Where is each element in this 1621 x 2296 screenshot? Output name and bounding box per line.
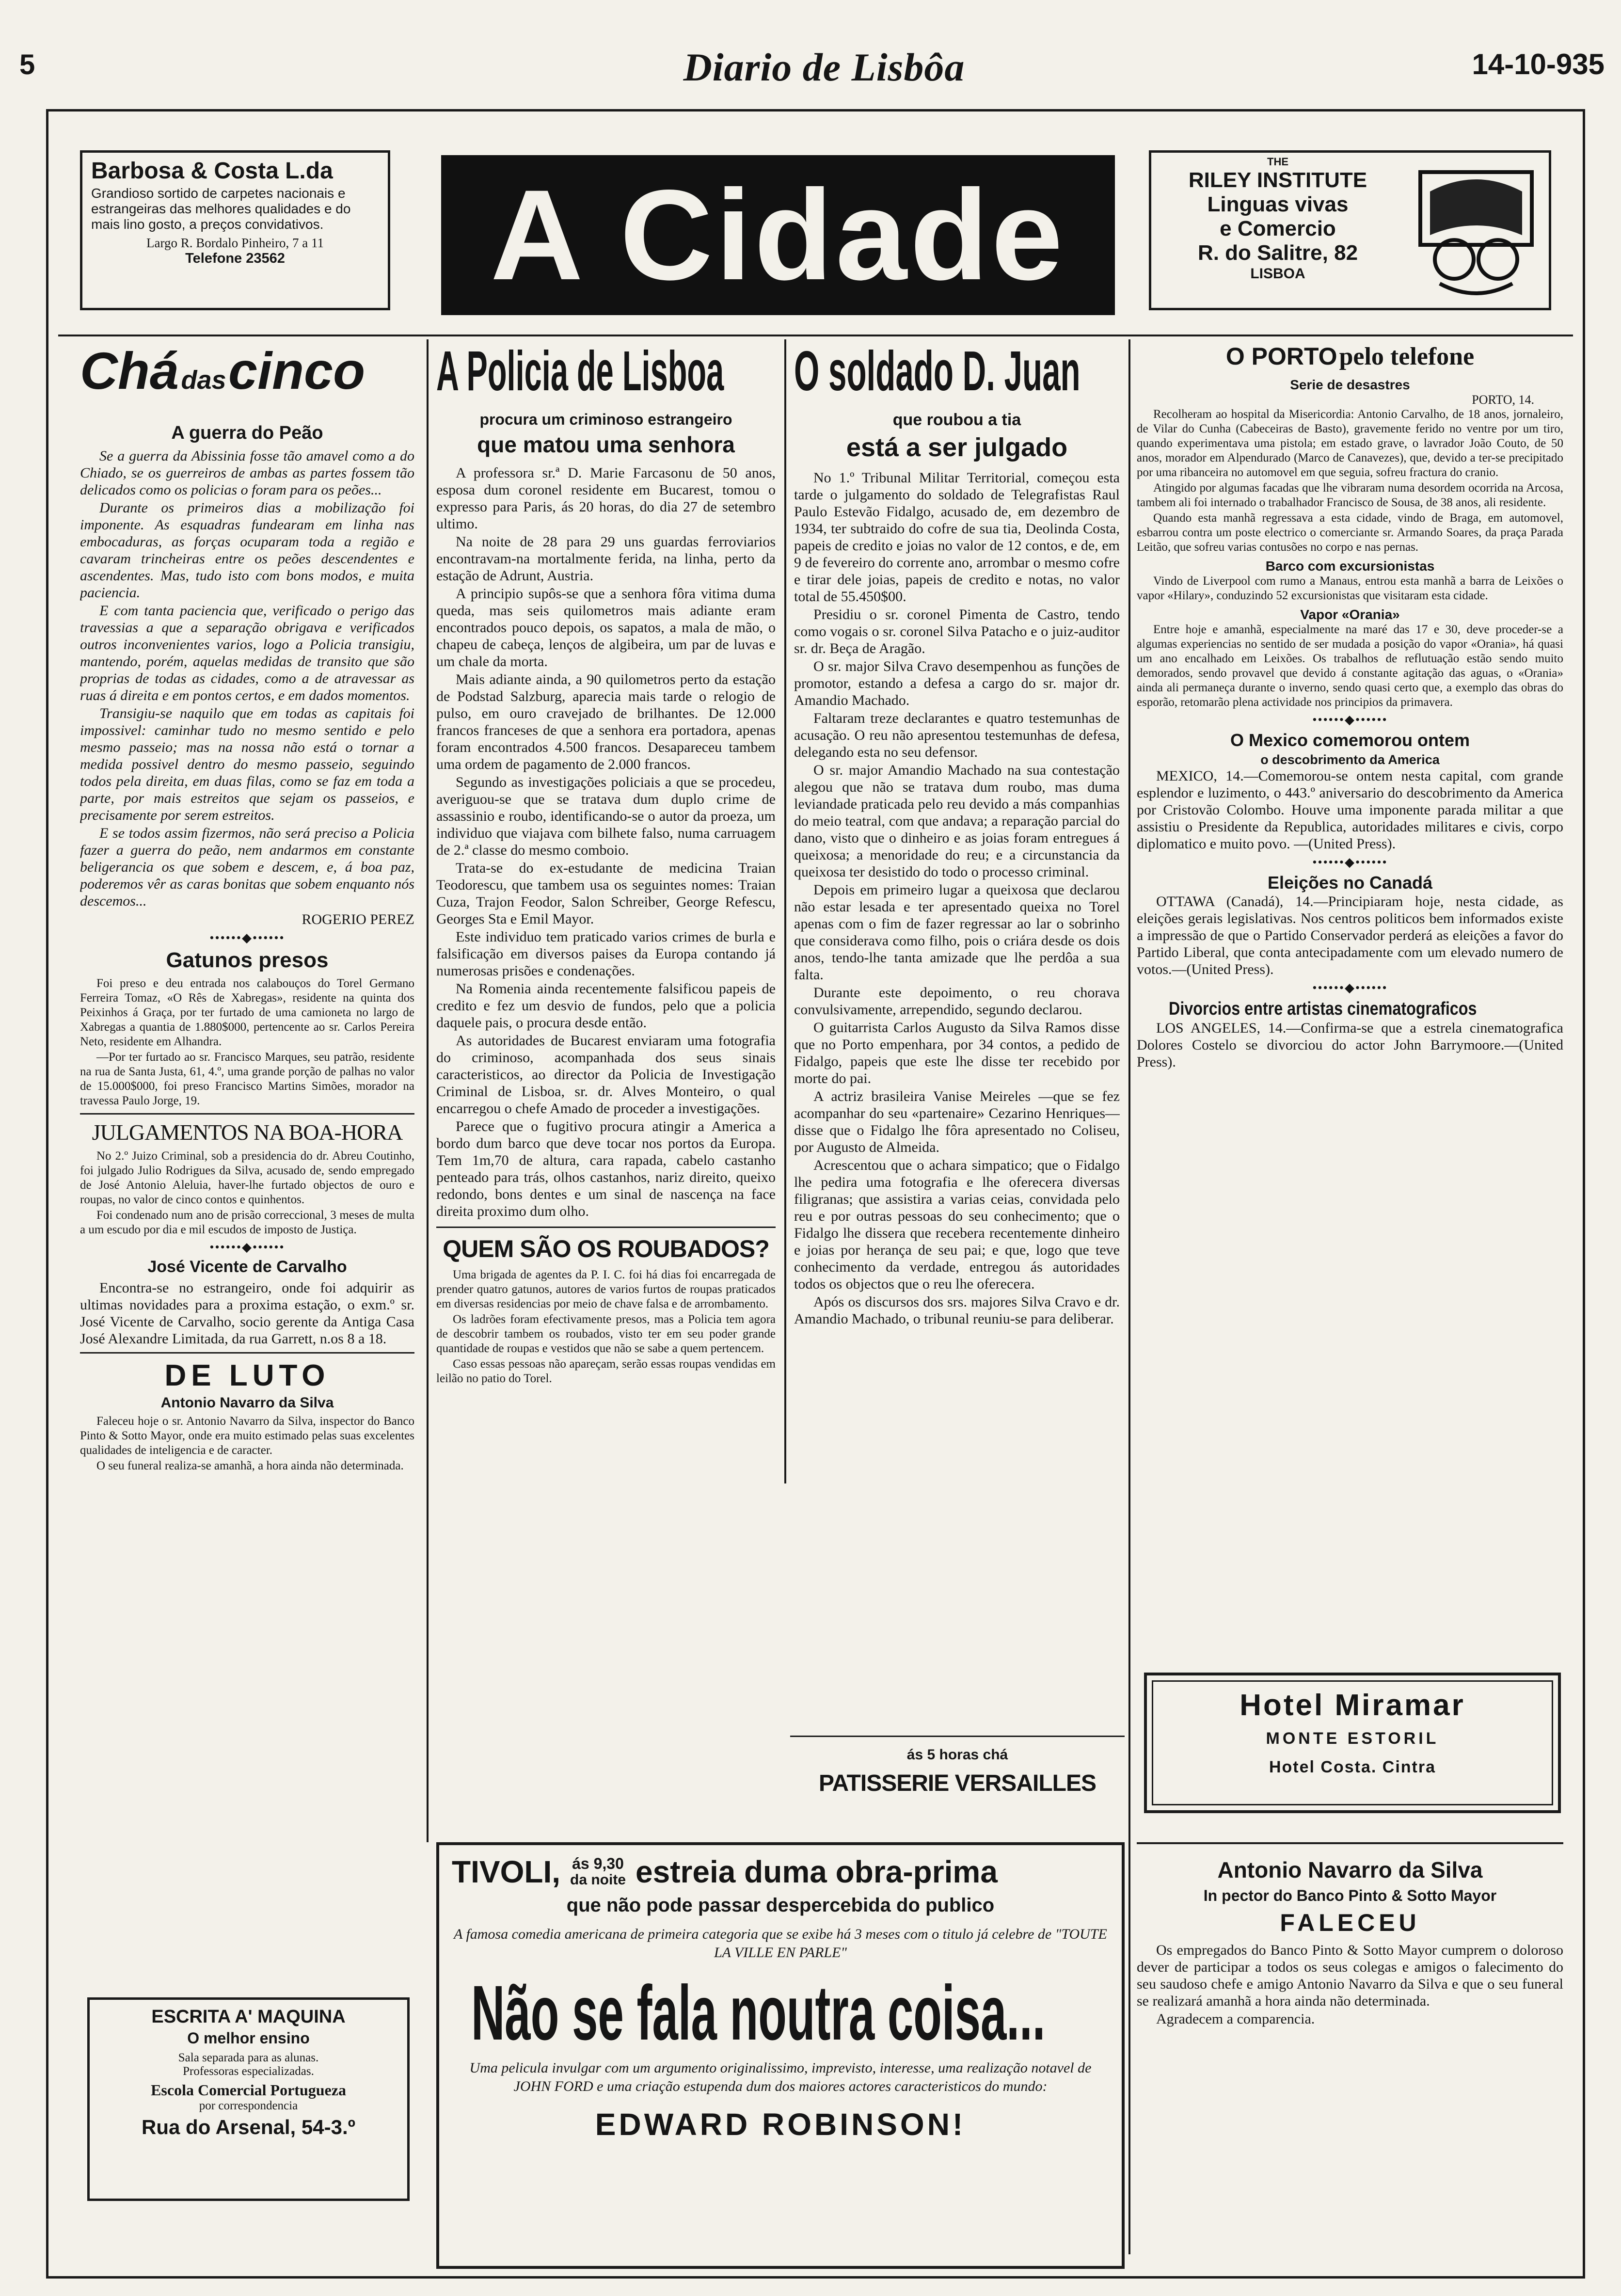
- porto-dateline: PORTO, 14.: [1472, 393, 1534, 407]
- ad-tivoli-time2: da noite: [570, 1872, 626, 1888]
- ad-escrita: [87, 1997, 410, 2201]
- gatunos-paragraph: —Por ter furtado ao sr. Francisco Marques, seu patrão, residente na rua de Santa Justa, 61, 4.º, uma grande porção de palhas no valor de 15.000$000, foi preso Francisco Martins Simões, morador na travessa Paulo Jorge, 19.: [80, 1051, 414, 1107]
- ad-tivoli-headline: estreia duma obra-prima: [636, 1854, 998, 1889]
- column-rule-2: [784, 339, 786, 1483]
- ad-tivoli-top: [452, 1854, 1109, 1890]
- divider: [80, 1352, 414, 1354]
- policia-paragraph: A principio supôs-se que a senhora fôra vitima duma queda, mas seis quilometros mais adiante eram encontrados pouco depois, os sapatos, a mala de mão, o chapeu de cabeça, lenços de algibeira, um par de luvas e um chale da morta.: [436, 586, 776, 670]
- divider: [1137, 1842, 1563, 1844]
- quem-paragraph: Uma brigada de agentes da P. I. C. foi há dias foi encarregada de prender quatro gatunos, autores de varios furtos de roupas praticados em diversas residencias por meio de chave falsa e de arrombamento.: [436, 1268, 776, 1310]
- guerra-paragraph: E se todos assim fizermos, não será preciso a Policia fazer a guerra do peão, nem andarmos em constante beligerancia os que sobem e descem, e, á boa paz, poderemos vêr as caras bonitas que sobem enquanto nós descemos...: [80, 825, 414, 909]
- porto-heading-b: pelo telefone: [1339, 343, 1475, 370]
- ad-riley-line6: LISBOA: [1250, 266, 1305, 282]
- policia-paragraph: A professora sr.ª D. Marie Farcasonu de 50 anos, esposa dum coronel residente em Bucarest, tomou o expresso para Paris, ás 20 horas, do dia 27 de setembro ultimo.: [436, 465, 776, 532]
- soldado-heading-text: O soldado D. Juan: [794, 342, 1081, 400]
- soldado-paragraph: Presidiu o sr. coronel Pimenta de Castro, tendo como vogais o sr. coronel Silva Patacho e o juiz-auditor sr. dr. Beça de Aragão.: [794, 606, 1120, 656]
- column-title-a: Chá: [80, 342, 179, 400]
- ad-barbosa-text: Grandioso sortido de carpetes nacionais e estrangeiras das melhores qualidades e do mais lino gosto, a preços convidativos.: [91, 186, 351, 232]
- column-title-b: das: [181, 366, 226, 395]
- mexico-sub: o descobrimento da America: [1260, 752, 1440, 767]
- ad-riley-line4: e Comercio: [1220, 217, 1336, 240]
- quem-heading: QUEM SÃO OS ROUBADOS?: [443, 1235, 769, 1262]
- guerra-heading: A guerra do Peão: [171, 423, 323, 443]
- porto-heading: [1137, 342, 1563, 377]
- soldado-paragraph: O sr. major Silva Cravo desempenhou as funções de promotor, estando a defesa a cargo do sr. major dr. Amandio Machado.: [794, 658, 1120, 708]
- divorcio-paragraph: LOS ANGELES, 14.—Confirma-se que a estrela cinematografica Dolores Costelo se divorciou do actor John Barrymoore.—(United Press).: [1137, 1020, 1563, 1070]
- jose-paragraph: Encontra-se no estrangeiro, onde foi adquirir as ultimas novidades para a proxima estação, o exm.º sr. José Vicente de Carvalho, socio gerente da Antiga Casa José Alexandre Limitada, da rua Garrett, n.os 8 a 18.: [80, 1280, 414, 1347]
- policia-heading-text: A Policia de Lisboa: [436, 342, 724, 400]
- guerra-paragraph: E com tanta paciencia que, verificado o perigo das travessias a que a separação obrigava e verificados outros inconvenientes varios, logo a Policia transigiu, mantendo, porém, aquelas medidas de transito que são proprias de todas as cidades, como a de atravessar as ruas á direita e em pontos certos, e em dados momentos.: [80, 603, 414, 703]
- luto-paragraph: O seu funeral realiza-se amanhã, a hora ainda não determinada.: [96, 1459, 404, 1472]
- guerra-paragraph: Transigiu-se naquilo que em todas as capitais foi impossivel: caminhar tudo no mesmo sentido e pelo mesmo passeio; mas na nossa não está o tornar a medida possivel dentro do mesmo passeio, seguindo todos pela direita, em duas filas, como se faz em toda a parte, por mais estreitos que sejam os passeios, e precisamente por serem estreitos.: [80, 705, 414, 823]
- barco-heading: Barco com excursionistas: [1265, 558, 1435, 574]
- canada-paragraph: OTTAWA (Canadá), 14.—Principiaram hoje, nesta cidade, as eleições gerais legislativas. Nos centros politicos bem informados existe a impressão de que o Partido Conservador perderá as eleições a favor do Partido Liberal, que conta antecipadamente com um elevado numero de votos.—(United Press).: [1137, 893, 1563, 977]
- porto-paragraph: Atingido por algumas facadas que lhe vibraram numa desordem ocorrida na Arcosa, tambem ali foi internado o trabalhador Francisco de Sousa, de 38 anos, ali residente.: [1137, 481, 1563, 509]
- soldado-paragraph: A actriz brasileira Vanise Meireles —que se fez acompanhar do seu «partenaire» Cezarino Henriques— disse que o Fidalgo lhe fôra apresentado no Coliseu, por Augusto de Almeida.: [794, 1088, 1120, 1155]
- ad-miramar: [1144, 1673, 1561, 1813]
- ad-tivoli-desc: Uma pelicula invulgar com um argumento originalissimo, imprevisto, interesse, uma realização notavel de JOHN FORD e uma criação estupenda dum dos maiores actores caracteristicos do mundo:: [469, 2060, 1092, 2094]
- luto-paragraph: Faleceu hoje o sr. Antonio Navarro da Silva, inspector do Banco Pinto & Sotto Mayor, onde era muito estimado pelas suas excelentes qualidades de inteligencia e de caracter.: [80, 1415, 414, 1457]
- ad-riley-line2: RILEY INSTITUTE: [1188, 168, 1367, 192]
- ad-tivoli-time1: ás 9,30: [572, 1855, 624, 1872]
- julgamentos-heading: JULGAMENTOS NA BOA-HORA: [92, 1120, 403, 1145]
- ad-barbosa-address: Largo R. Bordalo Pinheiro, 7 a 11: [146, 236, 324, 250]
- emblem-icon: [1411, 162, 1542, 298]
- orania-heading: Vapor «Orania»: [1300, 607, 1400, 622]
- quem-paragraph: Caso essas pessoas não apareçam, serão essas roupas vendidas em leilão no patio do Torel.: [436, 1357, 776, 1385]
- julgamentos-paragraph: No 2.º Juizo Criminal, sob a presidencia do dr. Abreu Coutinho, foi julgado Julio Rodrigues da Silva, acusado de, sendo empregado de José Antonio Aleluia, haver-lhe furtado objectos de ouro e roupas, no valor de cinco contos e quinhentos.: [80, 1149, 414, 1206]
- top-band-rule: [58, 335, 1573, 336]
- soldado-heading: [794, 342, 1120, 400]
- ad-versailles: [790, 1736, 1125, 1813]
- soldado-sub1: que roubou a tia: [892, 411, 1021, 429]
- page-number: 5: [19, 49, 35, 80]
- ad-riley-line1: THE: [1267, 156, 1288, 168]
- column-1: [80, 342, 414, 2262]
- ad-tivoli-title-text: Não se fala noutra coisa...: [471, 1972, 1046, 2054]
- navarro-sub: In pector do Banco Pinto & Sotto Mayor: [1203, 1887, 1497, 1904]
- ad-versailles-line2: PATISSERIE VERSAILLES: [819, 1770, 1096, 1796]
- column-rule-3: [1128, 339, 1130, 2254]
- soldado-paragraph: O sr. major Amandio Machado na sua contestação alegou que não se tratava dum roubo, mas duma leviandade praticada pelo reu devido a más companhias do meio teatral, com que andava; a reparação parcial do dano, visto que o dinheiro e as joias foram entregues á queixosa; a menoridade do reu; e a circunstancia da queixosa ter desistido do todo o processo criminal.: [794, 762, 1120, 880]
- column-3: [794, 342, 1120, 1675]
- ad-escrita-school: Escola Comercial Portugueza: [151, 2081, 346, 2099]
- ad-barbosa: [80, 150, 390, 310]
- porto-paragraph: Recolheram ao hospital da Misericordia: Antonio Carvalho, de 18 anos, jornaleiro, de Vilar do Cunha (Cabeceiras de Basto), gravemente ferido no ventre por um tiro, quando experimentava uma pistola; em estado grave, o lavrador João Couto, de 50 anos, morador em Alpendurado (Marco de Canavezes), que, devido a ter-se precipitado por uma ribanceira no automovel em que seguia, sofreu fractura do cranio.: [1137, 408, 1563, 479]
- separator: ••••••◆••••••: [1312, 855, 1388, 869]
- ad-escrita-sub: O melhor ensino: [187, 2029, 310, 2047]
- mexico-paragraph: MEXICO, 14.—Comemorou-se ontem nesta capital, com grande esplendor e luzimento, o 443.º aniversario do descobrimento da America por Cristovão Colombo. Houve uma imponente parada militar a que assistiu o Presidente da Republica, autoridades militares e civis, corpo diplomatico e muito povo. —(United Press).: [1137, 768, 1563, 852]
- luto-heading: DE LUTO: [164, 1359, 330, 1392]
- soldado-paragraph: Depois em primeiro lugar a queixosa que declarou não estar lesada e ter apresentado queixa no Torel apenas com o fim de fazer regressar ao lar o sobrinho que considerava como filho, pois o criára desde os dois anos, tendo-lhe tanta amizade que lhe perdôa a sua falta.: [794, 882, 1120, 983]
- barco-paragraph: Vindo de Liverpool com rumo a Manaus, entrou esta manhã a barra de Leixões o vapor «Hilary», conduzindo 52 excursionistas que visitaram esta cidade.: [1137, 574, 1563, 602]
- ad-tivoli-title: [452, 1972, 1109, 2054]
- soldado-paragraph: O guitarrista Carlos Augusto da Silva Ramos disse que no Porto empenhara, por 34 contos, a pedido de Fidalgo, papeis que este lhe disse ter recebido por morte do pai.: [794, 1020, 1120, 1086]
- julgamentos-paragraph: Foi condenado num ano de prisão correccional, 3 meses de multa a um escudo por dia e mil escudos de imposto de Justiça.: [80, 1209, 414, 1236]
- guerra-paragraph: Se a guerra da Abissinia fosse tão amavel como a do Chiado, se os guerreiros de ambas as partes fossem tão delicados como os policias o foram para os peões...: [80, 448, 414, 498]
- soldado-paragraph: Após os discursos dos srs. majores Silva Cravo e dr. Amandio Machado, o tribunal reuniu-se para deliberar.: [794, 1294, 1120, 1327]
- separator: ••••••◆••••••: [1312, 981, 1388, 995]
- luto-name: Antonio Navarro da Silva: [160, 1395, 334, 1411]
- ad-versailles-line1: ás 5 horas chá: [906, 1747, 1008, 1763]
- ad-riley-line5: R. do Salitre, 82: [1197, 241, 1358, 265]
- ad-escrita-line1: Sala separada para as alunas.: [178, 2051, 319, 2064]
- ad-escrita-line2: Professoras especializadas.: [183, 2065, 314, 2078]
- navarro-faleceu: FALECEU: [1280, 1909, 1420, 1936]
- divorcio-heading: [1137, 998, 1563, 1020]
- column-rule-1: [427, 339, 429, 1842]
- ad-miramar-place: MONTE ESTORIL: [1266, 1729, 1439, 1748]
- ad-tivoli-sub: que não pode passar despercebida do publico: [566, 1895, 995, 1916]
- separator: ••••••◆••••••: [209, 1240, 285, 1254]
- porto-heading-a: O PORTO: [1225, 343, 1337, 370]
- divider: [80, 1113, 414, 1115]
- navarro-heading: Antonio Navarro da Silva: [1217, 1857, 1483, 1882]
- divider: [436, 1227, 776, 1228]
- policia-sub2: que matou uma senhora: [477, 432, 735, 457]
- gatunos-paragraph: Foi preso e deu entrada nos calabouços do Torel Germano Ferreira Tomaz, «O Rês de Xabregas», residente na quinta dos Peixinhos á Graça, por ter furtado de uma camioneta no largo de Xabregas a quantia de 1.880$000, pertencente ao sr. Carlos Pereira Neto, residente em Alhandra.: [80, 977, 414, 1048]
- soldado-paragraph: No 1.º Tribunal Militar Territorial, começou esta tarde o julgamento do soldado de Telegrafistas Raul Paulo Estevão Fidalgo, acusado de, em dezembro de 1934, ter subtraido do cofre de sua tia, Deolinda Costa, papeis de credito e joias no valor de 12 contos, e de, em 9 de fevereiro do corrente ano, arrombar o mesmo cofre e tirar dele joias, papeis de credito e notas, no valor total de 55.450$00.: [794, 470, 1120, 605]
- policia-heading: [436, 342, 776, 400]
- canada-heading: Eleições no Canadá: [1267, 873, 1433, 893]
- divorcio-heading-text: Divorcios entre artistas cinematograficos: [1169, 999, 1477, 1019]
- policia-sub1: procura um criminoso estrangeiro: [479, 411, 732, 428]
- section-title: A Cidade: [490, 163, 1066, 307]
- mexico-heading: O Mexico comemorou ontem: [1230, 730, 1470, 750]
- soldado-paragraph: Faltaram treze declarantes e quatro testemunhas de acusação. O reu não apresentou testemunhas de defesa, delegando esta no seu defensor.: [794, 710, 1120, 760]
- ad-riley-line3: Linguas vivas: [1207, 192, 1349, 216]
- soldado-paragraph: Durante este depoimento, o reu chorava convulsivamente, arrependido, segundo declarou.: [794, 985, 1120, 1018]
- ad-tivoli-blurb: A famosa comedia americana de primeira categoria que se exibe há 3 meses com o titulo já celebre de "TOUTE LA VILLE EN PARLE": [454, 1926, 1107, 1961]
- gatunos-heading: Gatunos presos: [166, 948, 329, 972]
- policia-paragraph: Trata-se do ex-estudante de medicina Traian Teodorescu, que tambem usa os seguintes nomes: Traian Cuza, Trajon Feodor, Salon Schreiber, George Refescu, Georges Sta e Emil Mayor.: [436, 860, 776, 927]
- ad-tivoli-time: [570, 1855, 626, 1888]
- porto-paragraph: Quando esta manhã regressava a esta cidade, vindo de Braga, em automovel, esbarrou contra um poste electrico o comerciante sr. Armando Soares, da praça Parada Leitão, que sofreu varias contusões no corpo e nas pernas.: [1137, 511, 1563, 554]
- column-4: [1137, 342, 1563, 1626]
- ad-barbosa-title: Barbosa & Costa L.da: [91, 158, 333, 184]
- column-2: [436, 342, 776, 1772]
- policia-paragraph: Parece que o fugitivo procura atingir a America a bordo dum barco que deve tocar nos portos da Europa. Tem 1m,70 de altura, cara rapada, cabelo castanho penteado para trás, olhos castanhos, nariz direito, queixo redondo, bons dentes e um sinal de nascença na face direita proximo dum olho.: [436, 1118, 776, 1219]
- policia-paragraph: Na noite de 28 para 29 uns guardas ferroviarios encontravam-na mortalmente ferida, na linha, perto da estação de Adrunt, Austria.: [436, 534, 776, 584]
- jose-heading: José Vicente de Carvalho: [147, 1258, 347, 1276]
- ad-miramar-sub: Hotel Costa. Cintra: [1269, 1758, 1436, 1776]
- soldado-paragraph: Acrescentou que o achara simpatico; que o Fidalgo lhe pedira uma fotografia e lhe oferecera diversas filigranas; que assistira a varias ceias, convidada pelo reu e por outras pessoas do seu conhecimento; que o Fidalgo lhe dissera que recebera recentemente dinheiro e joias por herança de seu pai; e que, logo que teve conhecimento da verdade, entregou ás autoridades todos os objectos que o reu lhe oferecera.: [794, 1157, 1120, 1292]
- separator: ••••••◆••••••: [1312, 713, 1388, 727]
- column-title-c: cinco: [228, 342, 366, 400]
- porto-serie: Serie de desastres: [1290, 377, 1410, 392]
- guerra-signature: ROGERIO PEREZ: [302, 911, 414, 927]
- guerra-paragraph: Durante os primeiros dias a mobilização foi imponente. As esquadras fundearam em linha nas embocaduras, as forças ocuparam toda a região e cavaram trincheiras entre os peões descendentes e ascendentes. Mas, tudo isto com bons modos, e muita paciencia.: [80, 500, 414, 601]
- quem-paragraph: Os ladrões foram efectivamente presos, mas a Policia tem agora de descobrir tambem os roubados, visto ter em seu poder grande quantidade de roupas e vestidos que não se sabe a quem pertencem.: [436, 1313, 776, 1355]
- issue-date: 14-10-935: [1472, 48, 1605, 80]
- ad-tivoli: [436, 1842, 1125, 2269]
- ad-miramar-title: Hotel Miramar: [1240, 1689, 1465, 1722]
- ad-tivoli-venue: TIVOLI,: [452, 1854, 560, 1889]
- navarro-paragraph: Agradecem a comparencia.: [1156, 2011, 1315, 2027]
- policia-paragraph: Mais adiante ainda, a 90 quilometros perto da estação de Podstad Salzburg, aparecia mais tarde o relogio de pulso, em ouro cravejado de brilhantes. De 12.000 francos franceses de que a senhora era portadora, apenas foram encontrados 4.500 francos. Desapareceu tambem uma ordem de pagamento de 2.000 francos.: [436, 671, 776, 772]
- ad-escrita-address: Rua do Arsenal, 54-3.º: [142, 2116, 355, 2138]
- orania-paragraph: Entre hoje e amanhã, especialmente na maré das 17 e 30, deve proceder-se a algumas experiencias no sentido de ser mudada a posição do vapor «Orania», há quasi um ano encalhado em Leixões. Os trabalhos de reflutuação estão sendo muito demorados, sendo provavel que devido á constante agitação das aguas, o «Orania» ainda ali permaneça durante o inverno, sendo quasi certo que, a exemplo das obras do esporão, retomarão plena actividade nos principios da primavera.: [1137, 623, 1563, 709]
- ad-barbosa-phone: Telefone 23562: [185, 251, 285, 266]
- policia-paragraph: Este individuo tem praticado varios crimes de burla e falsificação em diversos paises da Europa contando já numerosas prisões e condenações.: [436, 929, 776, 979]
- soldado-sub2: está a ser julgado: [846, 433, 1068, 462]
- navarro-paragraph: Os empregados do Banco Pinto & Sotto Mayor cumprem o doloroso dever de participar a todos os seus colegas e amigos o falecimento do seu saudoso chefe e amigo Antonio Navarro da Silva e que o seu funeral se realizará amanhã a hora ainda não determinada.: [1137, 1942, 1563, 2009]
- navarro-notice: [1137, 1857, 1563, 2264]
- column-title: [80, 342, 414, 416]
- ad-escrita-by: por correspondencia: [199, 2099, 298, 2112]
- ad-escrita-title: ESCRITA A' MAQUINA: [151, 2007, 346, 2027]
- ad-riley: [1149, 150, 1551, 310]
- policia-paragraph: Na Romenia ainda recentemente falsificou papeis de credito e fez um desvio de fundos, pelo que a policia daquele pais, o procura desde então.: [436, 981, 776, 1031]
- divider: [790, 1736, 1125, 1737]
- separator: ••••••◆••••••: [209, 931, 285, 945]
- policia-paragraph: As autoridades de Bucarest enviaram uma fotografia do criminoso, acompanhada dos seus sinais caracteristicos, ao director da Policia de Investigação Criminal de Lisboa, sr. dr. Alves Monteiro, o qual encarregou o chefe Amado de proceder a investigações.: [436, 1033, 776, 1116]
- section-title-banner: [441, 155, 1115, 315]
- paper-name: Diario de Lisbôa: [683, 45, 965, 89]
- ad-tivoli-star: EDWARD ROBINSON!: [595, 2107, 966, 2142]
- policia-paragraph: Segundo as investigações policiais a que se procedeu, averiguou-se que se tratava dum duplo crime de assassinio e roubo, identificando-se o autor da proeza, um individuo que viajava com bilhete falso, numa carruagem de 2.ª classe do mesmo comboio.: [436, 774, 776, 858]
